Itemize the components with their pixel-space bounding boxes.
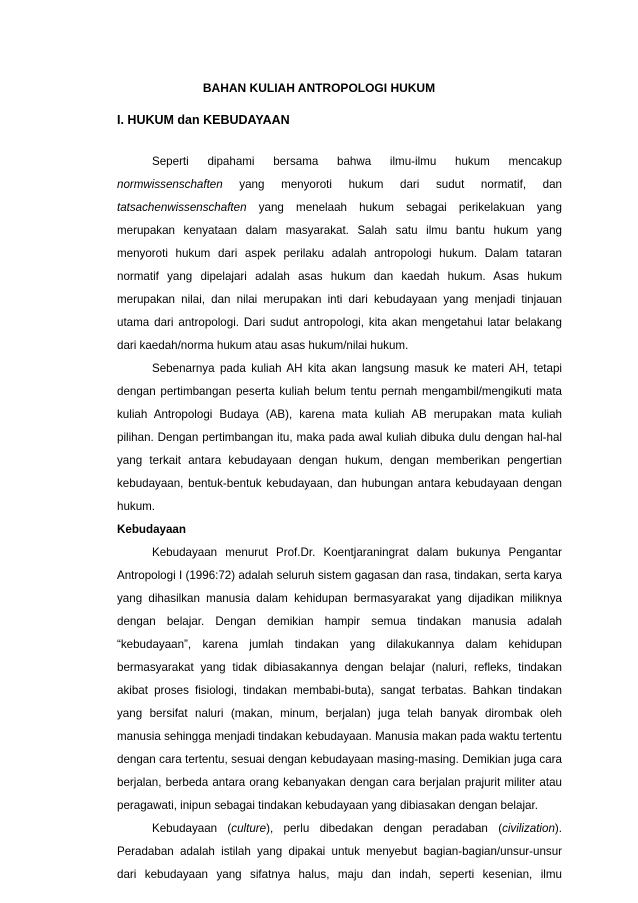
- paragraph-3: Kebudayaan menurut Prof.Dr. Koentjaraningrat dalam bukunya Pengantar Antropologi I (1996:72) adalah seluruh sistem gagasan dan rasa, tindakan, serta karya yang dihasilkan manusia dalam kehidupan bermasyarakat yang dijadikan miliknya dengan belajar. Dengan demikian hampir semua tindakan manusia adalah “kebudayaan”, karena jumlah tindakan yang dilakukannya dalam kehidupan bermasyarakat yang tidak dibiasakannya dengan belajar (naluri, refleks, tindakan akibat proses fisiologi, tindakan membabi-buta), sangat terbatas. Bahkan tindakan yang bersifat naluri (makan, minum, berjalan) juga telah banyak dirombak oleh manusia sehingga menjadi tindakan kebudayaan. Manusia makan pada waktu tertentu dengan cara tertentu, sesuai dengan kebudayaan masing-masing. Demikian juga cara berjalan, berbeda antara orang kebanyakan dengan cara berjalan prajurit militer atau peragawati, inipun sebagai tindakan kebudayaan yang dibiasakan dengan belajar.: [117, 546, 562, 812]
- para4-text-c: ), perlu dibedakan dengan peradaban (: [266, 822, 503, 835]
- para1-text-e: yang menelaah hukum sebagai perikelakuan yang merupakan kenyataan dalam masyarakat. Salah satu ilmu bantu hukum yang menyoroti hukum dari aspek perilaku adalah antropologi hukum. Dalam tataran normatif yang dipelajari adalah asas hukum dan kaedah hukum. Asas hukum merupakan nilai, dan nilai merupakan inti dari kebudayaan yang menjadi tinjauan utama dari antropologi. Dari sudut antropologi, kita akan mengetahui latar belakang dari kaedah/norma hukum atau asas hukum/nilai hukum.: [117, 201, 562, 352]
- para4-term-civilization: civilization: [502, 822, 555, 835]
- section-heading: I. HUKUM dan KEBUDAYAAN: [117, 113, 290, 127]
- document-title: BAHAN KULIAH ANTROPOLOGI HUKUM: [202, 81, 436, 95]
- para4-text-a: Kebudayaan (: [152, 822, 232, 835]
- document-body: [117, 150, 562, 886]
- subheading-kebudayaan: Kebudayaan: [117, 523, 186, 536]
- para1-term-normwissenschaften: normwissenschaften: [117, 178, 223, 191]
- para4-text-e: ). Peradaban adalah istilah yang dipakai untuk menyebut bagian-bagian/unsur-unsur dari kebudayaan yang sifatnya halus, maju dan indah, seperti kesenian, ilmu: [117, 822, 562, 881]
- para1-text-a: Seperti dipahami bersama bahwa ilmu-ilmu hukum mencakup: [152, 155, 562, 168]
- para4-term-culture: culture: [231, 822, 267, 835]
- paragraph-2: Sebenarnya pada kuliah AH kita akan langsung masuk ke materi AH, tetapi dengan pertimbangan peserta kuliah belum tentu pernah mengambil/mengikuti mata kuliah Antropologi Budaya (AB), karena mata kuliah AB merupakan mata kuliah pilihan. Dengan pertimbangan itu, maka pada awal kuliah dibuka dulu dengan hal-hal yang terkait antara kebudayaan dengan hukum, dengan memberikan pengertian kebudayaan, bentuk-bentuk kebudayaan, dan hubungan antara kebudayaan dengan hukum.: [117, 362, 562, 513]
- paragraph-4: [117, 817, 562, 886]
- paragraph-1: [117, 150, 562, 357]
- para1-text-c: yang menyoroti hukum dari sudut normatif, dan: [222, 178, 562, 191]
- para1-term-tatsachenwissenschaften: tatsachenwissenschaften: [117, 201, 247, 214]
